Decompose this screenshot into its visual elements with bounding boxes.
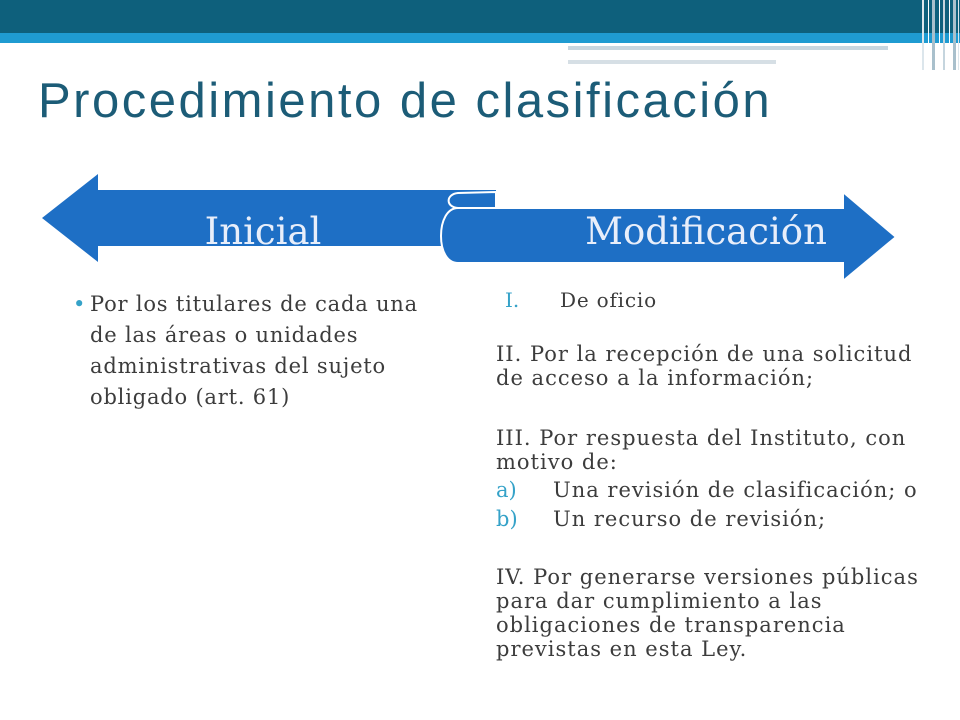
list-item-line: IV. Por generarse versiones públicas (496, 565, 919, 589)
slide-title: Procedimiento de clasificación (38, 74, 773, 128)
bullet-text-line: de las áreas o unidades (90, 323, 359, 347)
list-item-line: previstas en esta Ley. (496, 637, 748, 661)
list-item-ii (496, 342, 936, 390)
list-item-line: obligaciones de transparencia (496, 613, 846, 637)
list-item-iv (496, 565, 936, 661)
header-stripe-line (939, 0, 940, 70)
header-stripe-line (953, 0, 956, 70)
list-item-line: III. Por respuesta del Instituto, con (496, 426, 907, 450)
right-column (496, 0, 936, 720)
header-stripe-line (958, 0, 959, 70)
sub-item-b (496, 507, 936, 531)
list-item-text: De oficio (560, 288, 657, 312)
list-item-line: de acceso a la información; (496, 366, 815, 390)
list-item-line: II. Por la recepción de una solicitud (496, 342, 913, 366)
list-item-line: para dar cumplimiento a las (496, 589, 823, 613)
bullet-marker: • (73, 292, 86, 316)
scroll-curl (449, 192, 496, 208)
bullet-text-line: obligado (art. 61) (90, 385, 291, 409)
arrow-label-modificacion: Modificación (585, 210, 827, 253)
bullet-text (90, 289, 450, 413)
list-item-line: motivo de: (496, 450, 618, 474)
left-column (73, 289, 453, 429)
bullet-text-line: administrativas del sujeto (90, 354, 386, 378)
header-stripe-line (943, 0, 945, 70)
list-marker: I. (505, 288, 520, 312)
sub-item-marker: a) (496, 478, 517, 502)
bullet-text-line: Por los titulares de cada una (90, 292, 418, 316)
arrow-label-inicial: Inicial (204, 210, 322, 253)
list-item-iii (496, 426, 936, 474)
list-item-i (496, 288, 936, 312)
sub-item-text: Una revisión de clasificación; o (553, 478, 918, 502)
sub-item-a (496, 478, 936, 502)
header-stripe-line (949, 0, 950, 70)
sub-item-marker: b) (496, 507, 518, 531)
sub-item-text: Un recurso de revisión; (553, 507, 827, 531)
